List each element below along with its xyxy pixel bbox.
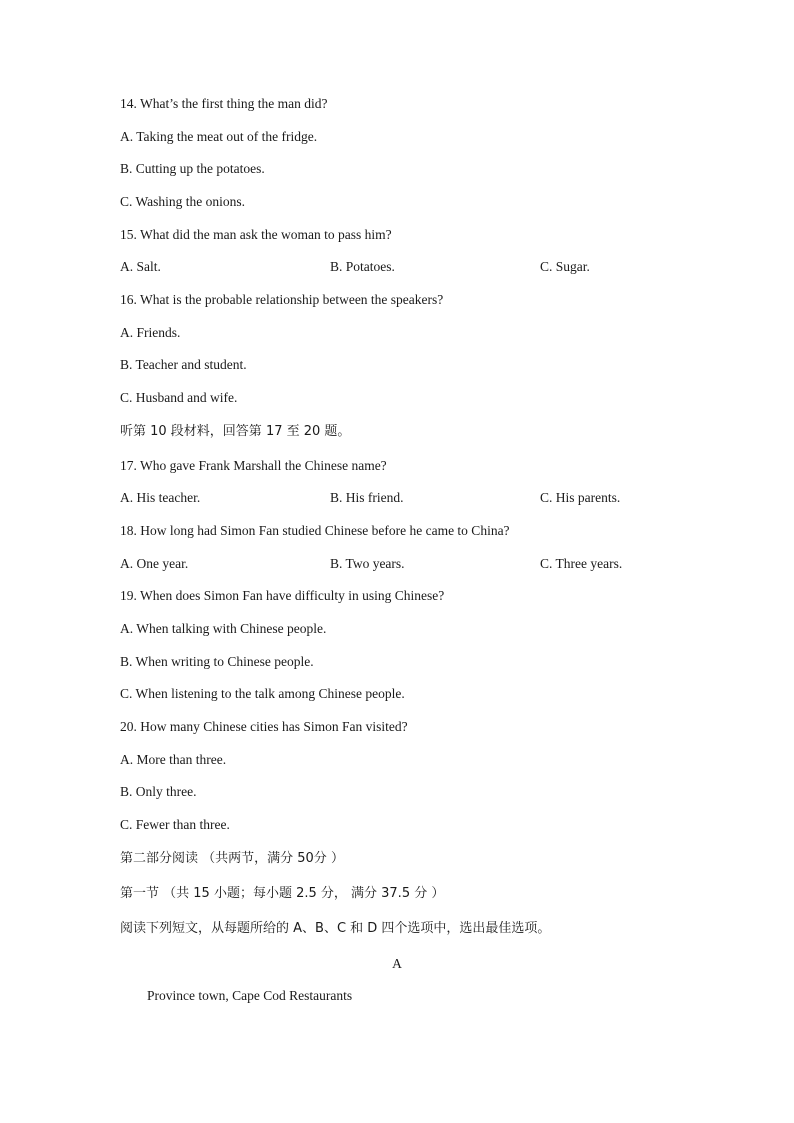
q16-option-a: A. Friends.	[120, 325, 181, 340]
q20-option-a: A. More than three.	[120, 752, 227, 767]
q14-option-c: C. Washing the onions.	[120, 194, 246, 209]
q18-option-b: B. Two years.	[330, 556, 405, 571]
q19-option-c: C. When listening to the talk among Chinese people.	[120, 686, 405, 701]
q20-option-b: B. Only three.	[120, 784, 197, 799]
q14-option-a: A. Taking the meat out of the fridge.	[120, 129, 318, 144]
q20-question: 20. How many Chinese cities has Simon Fan visited?	[120, 719, 408, 734]
q19-question: 19. When does Simon Fan have difficulty in using Chinese?	[120, 588, 445, 603]
q15-question: 15. What did the man ask the woman to pass him?	[120, 227, 392, 242]
q17-option-a: A. His teacher.	[120, 490, 201, 505]
q17-options	[120, 489, 680, 507]
part-two-heading: 第二部分阅读 （共两节，满分 50分 ）	[120, 851, 344, 866]
section-10-heading: 听第 10 段材料，回答第 17 至 20 题。	[120, 424, 351, 439]
q15-option-c: C. Sugar.	[540, 259, 590, 274]
section-one-heading: 第一节 （共 15 小题；每小题 2.5 分， 满分 37.5 分 ）	[120, 886, 445, 901]
q16-option-c: C. Husband and wife.	[120, 390, 238, 405]
q14-option-b: B. Cutting up the potatoes.	[120, 161, 265, 176]
q19-option-b: B. When writing to Chinese people.	[120, 654, 314, 669]
q18-question: 18. How long had Simon Fan studied Chinese before he came to China?	[120, 523, 510, 538]
q15-options	[120, 258, 680, 276]
q14-question: 14. What’s the first thing the man did?	[120, 96, 328, 111]
q19-option-a: A. When talking with Chinese people.	[120, 621, 327, 636]
q17-question: 17. Who gave Frank Marshall the Chinese name?	[120, 458, 387, 473]
q17-option-b: B. His friend.	[330, 490, 404, 505]
q15-option-a: A. Salt.	[120, 259, 161, 274]
passage-label: A	[392, 956, 402, 971]
q17-option-c: C. His parents.	[540, 490, 621, 505]
reading-instruction: 阅读下列短文，从每题所给的 A、B、C 和 D 四个选项中，选出最佳选项。	[120, 921, 551, 936]
q18-option-c: C. Three years.	[540, 556, 623, 571]
q20-option-c: C. Fewer than three.	[120, 817, 230, 832]
q16-option-b: B. Teacher and student.	[120, 357, 247, 372]
q18-option-a: A. One year.	[120, 556, 189, 571]
q18-options	[120, 555, 680, 573]
passage-title: Province town, Cape Cod Restaurants	[147, 988, 353, 1003]
q16-question: 16. What is the probable relationship between the speakers?	[120, 292, 444, 307]
q15-option-b: B. Potatoes.	[330, 259, 395, 274]
